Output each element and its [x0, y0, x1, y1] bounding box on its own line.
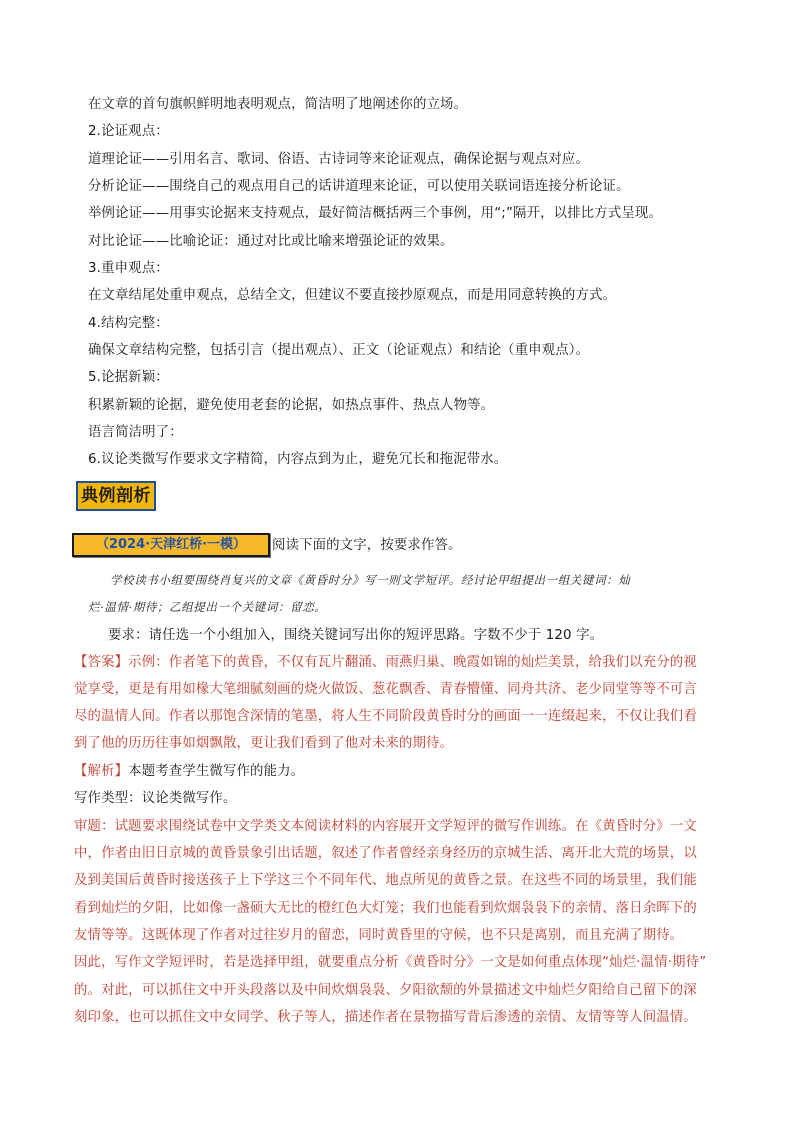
answer-line: 觉享受，更是有用如椽大笔细腻刻画的烧火做饭、葱花飘香、青春懵懂、同舟共济、老少同堂等等不可言: [74, 682, 697, 697]
source-tag: [72, 533, 270, 557]
section-heading: 4.结构完整：: [88, 316, 169, 331]
text-line: 6.议论类微写作要求文字精简，内容点到为止，避免冗长和拖泥带水。: [88, 452, 508, 467]
analysis-block: [74, 762, 304, 782]
analysis-line: 审题：试题要求围绕试卷中文学类文本阅读材料的内容展开文学短评的微写作训练。在《黄昏时分》一文: [74, 819, 697, 834]
answer-line: 到了他的历历往事如烟飘散，更让我们看到了他对未来的期待。: [74, 736, 454, 751]
requirement: 要求：请任选一个小组加入，围绕关键词写出你的短评思路。字数不少于 120 字。: [108, 628, 604, 643]
answer-label: 【答案】: [74, 655, 129, 670]
text-line: 确保文章结构完整，包括引言（提出观点）、正文（论证观点）和结论（重申观点）。: [88, 343, 590, 358]
banner-label: 典例剖析: [81, 486, 151, 506]
analysis-line: 友情等等。这既体现了作者对过往岁月的留恋，同时黄昏里的守候，也不只是离别，而且充满了期待。: [74, 928, 684, 943]
analysis-first: 本题考查学生微写作的能力。: [128, 764, 305, 779]
section-heading: 语言简洁明了：: [88, 425, 183, 440]
example-analysis-banner: [76, 481, 156, 511]
analysis-line: 刻印象，也可以抓住文中女同学、秋子等人，描述作者在景物描写背后渗透的亲情、友情等等人间温情。: [74, 1010, 697, 1025]
section-heading: 5.论据新颖：: [88, 370, 169, 385]
answer-block: [74, 653, 697, 673]
text-line: 分析论证——围绕自己的观点用自己的话讲道理来论证，可以使用关联词语连接分析论证。: [88, 179, 630, 194]
analysis-line: 看到灿烂的夕阳，比如像一盏硕大无比的橙红色大灯笼；我们也能看到炊烟袅袅下的亲情、落日余晖下的: [74, 901, 697, 916]
source-tag-label: （2024·天津红桥·一模）: [95, 537, 247, 552]
text-line: 在文章结尾处重申观点，总结全文，但建议不要直接抄原观点，而是用同意转换的方式。: [88, 288, 617, 303]
text-line: 道理论证——引用名言、歌词、俗语、古诗词等来论证观点，确保论据与观点对应。: [88, 152, 590, 167]
text-line: 在文章的首句旗帜鲜明地表明观点，简洁明了地阐述你的立场。: [88, 97, 468, 112]
analysis-line: 中，作者由旧日京城的黄昏景象引出话题，叙述了作者曾经亲身经历的京城生活、离开北大荒的场景，以: [74, 846, 697, 861]
answer-line: 示例：作者笔下的黄昏，不仅有瓦片翻涌、雨燕归巢、晚霞如锦的灿烂美景，给我们以充分的视: [128, 655, 697, 670]
answer-line: 尽的温情人间。作者以那饱含深情的笔墨，将人生不同阶段黄昏时分的画面一一连缀起来，不仅让我们看: [74, 709, 697, 724]
text-line: 对比论证——比喻论证：通过对比或比喻来增强论证的效果。: [88, 234, 454, 249]
analysis-line: 因此，写作文学短评时，若是选择甲组，就要重点分析《黄昏时分》一文是如何重点体现“灿烂·温情·期待”: [74, 955, 707, 970]
prompt-line: 烂·温情·期待；乙组提出一个关键词：留恋。: [88, 600, 327, 614]
section-heading: 3.重申观点：: [88, 261, 169, 276]
question-intro: 阅读下面的文字，按要求作答。: [272, 538, 462, 553]
analysis-label: 【解析】: [74, 764, 129, 779]
section-heading: 2.论证观点：: [88, 124, 169, 139]
writing-type: 写作类型：议论类微写作。: [74, 791, 237, 806]
prompt-line: 学校读书小组要围绕肖复兴的文章《黄昏时分》写一则文学短评。经讨论甲组提出一组关键词：灿: [110, 573, 631, 587]
text-line: 积累新颖的论据，避免使用老套的论据，如热点事件、热点人物等。: [88, 398, 495, 413]
analysis-line: 及到美国后黄昏时接送孩子上下学这三个不同年代、地点所见的黄昏之景。在这些不同的场景里，我们能: [74, 873, 697, 888]
text-line: 举例论证——用事实论据来支持观点，最好简洁概括两三个事例，用“;”隔开，以排比方式呈现。: [88, 206, 662, 221]
analysis-line: 的。对此，可以抓住文中开头段落以及中间炊烟袅袅、夕阳欲颓的外景描述文中灿烂夕阳给自己留下的深: [74, 983, 697, 998]
